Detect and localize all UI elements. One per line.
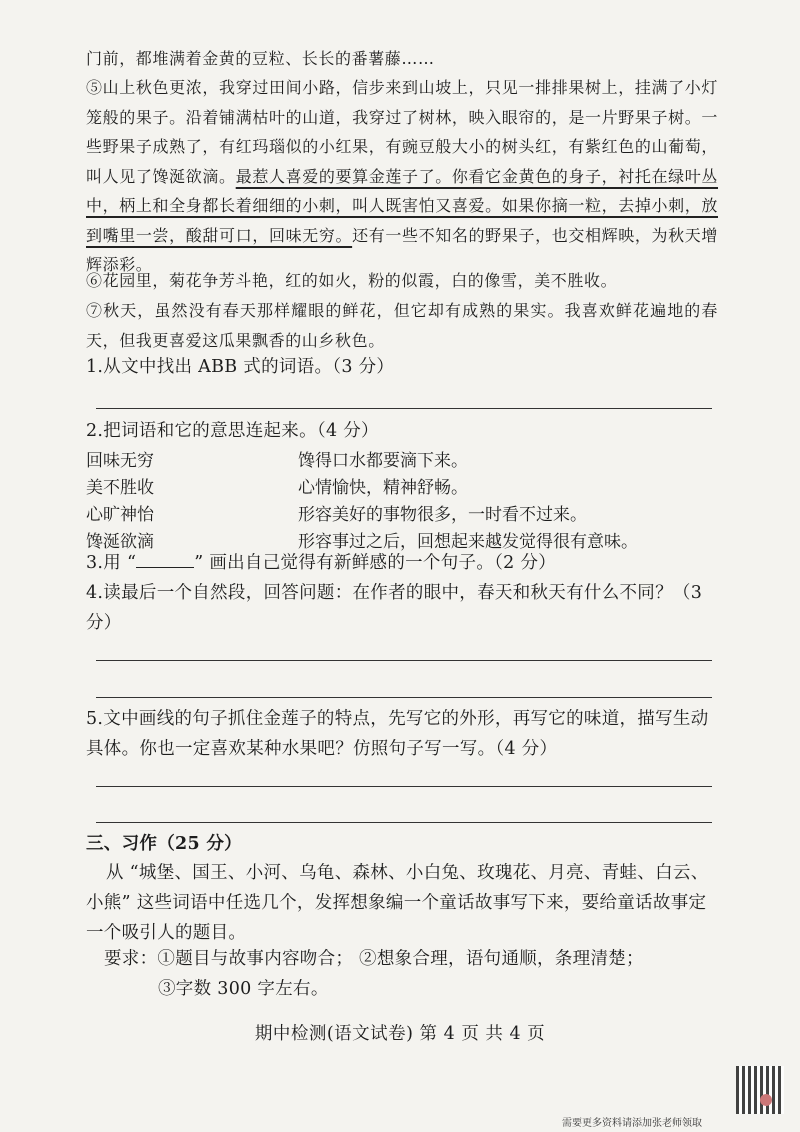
para5-text-b: 还有一些不知名的野果子，也交相辉映，为秋天增辉添彩。 [86, 225, 718, 274]
answer-line[interactable] [96, 408, 712, 409]
avatar [760, 1094, 772, 1106]
question-5: 5.文中画线的句子抓住金莲子的特点，先写它的外形，再写它的味道，描写生动具体。你也一定喜欢某种水果吧？仿照句子写一写。（4 分） [86, 709, 709, 759]
answer-line[interactable] [96, 822, 712, 823]
match-meaning[interactable]: 形容美好的事物很多，一时看不过来。 [298, 505, 587, 525]
match-meaning[interactable]: 心情愉快，精神舒畅。 [298, 478, 468, 498]
match-word[interactable]: 心旷神怡 [86, 505, 154, 525]
passage-paragraph-7: ⑦秋天，虽然没有春天那样耀眼的鲜花，但它却有成熟的果实。我喜欢鲜花遍地的春天，但我更喜爱这瓜果飘香的山乡秋色。 [86, 301, 718, 350]
essay-requirement-1: 要求：①题目与故事内容吻合； ②想象合理，语句通顺，条理清楚； [104, 949, 644, 969]
para5-text-a: ⑤山上秋色更浓，我穿过田间小路，信步来到山坡上，只见一排排果树上，挂满了小灯笼般的果子。沿着铺满枯叶的山道，我穿过了树林，映入眼帘的，是一片野果子树。一些野果子成熟了，有红玛瑙似的小红果，有豌豆般大小的树头红，有紫红色的山葡萄，叫人见了馋涎欲滴。 [86, 78, 718, 186]
match-meaning[interactable]: 馋得口水都要滴下来。 [298, 451, 468, 471]
question-3 [86, 548, 556, 578]
match-word[interactable]: 美不胜收 [86, 478, 154, 498]
passage-paragraph-6: ⑥花园里，菊花争芳斗艳，红的如火，粉的似霞，白的像雪，美不胜收。 [86, 271, 618, 290]
match-word[interactable]: 回味无穷 [86, 451, 154, 471]
answer-line[interactable] [96, 786, 712, 787]
section-heading: 三、习作（25 分） [86, 834, 242, 854]
answer-line[interactable] [96, 660, 712, 661]
match-word[interactable]: 馋涎欲滴 [86, 532, 154, 552]
question-1: 1.从文中找出 ABB 式的词语。（3 分） [86, 357, 395, 377]
essay-requirement-2: ③字数 300 字左右。 [158, 979, 329, 999]
answer-line[interactable] [96, 697, 712, 698]
passage-line-top: 门前，都堆满着金黄的豆粒、长长的番薯藤…… [86, 49, 435, 68]
page-footer: 期中检测(语文试卷) 第 4 页 共 4 页 [254, 1024, 546, 1044]
footer-note: 需要更多资料请添加张老师领取 [562, 1118, 702, 1129]
question-3-text-a: 3.用 “ [86, 553, 137, 573]
question-2: 2.把词语和它的意思连起来。（4 分） [86, 421, 379, 441]
question-4: 4.读最后一个自然段，回答问题：在作者的眼中，春天和秋天有什么不同？（3 分） [86, 583, 703, 633]
question-3-text-b: ” 画出自己觉得有新鲜感的一个句子。（2 分） [194, 553, 557, 573]
underline-blank [136, 551, 194, 568]
match-meaning[interactable]: 形容事过之后，回想起来越发觉得很有意味。 [298, 532, 638, 552]
essay-prompt: 从 “城堡、国王、小河、乌龟、森林、小白兔、玫瑰花、月亮、青蛙、白云、小熊” 这些词语中任选几个，发挥想象编一个童话故事写下来，要给童话故事定一个吸引人的题目。 [86, 863, 709, 943]
underlined-sentence: 最惹人喜爱的要算金莲子了。你看它金黄色的身子，衬托在绿叶丛中，柄上和全身都长着细细的小刺，叫人既害怕又喜爱。如果你摘一粒，去掉小刺，放到嘴里一尝，酸甜可口，回味无穷。 [86, 166, 719, 245]
passage-paragraph-5 [86, 73, 718, 280]
qr-code-icon[interactable] [736, 1066, 784, 1114]
